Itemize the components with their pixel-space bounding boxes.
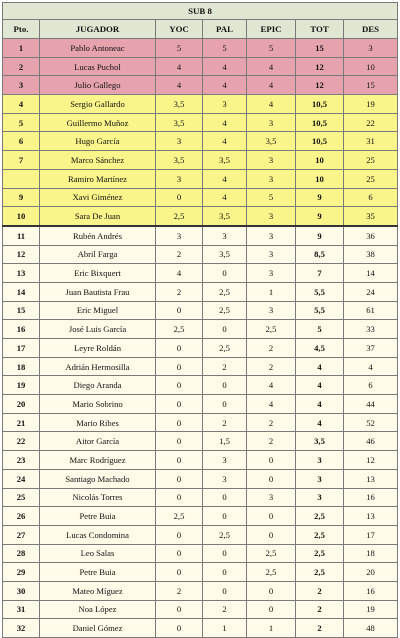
cell-total: 2,5 <box>296 563 344 582</box>
cell-yoc: 4 <box>156 57 203 76</box>
cell-pal: 4 <box>203 57 247 76</box>
cell-des: 19 <box>344 600 398 619</box>
cell-epic: 4 <box>247 395 296 414</box>
cell-epic: 0 <box>247 451 296 470</box>
cell-pal: 0 <box>203 507 247 526</box>
cell-yoc: 0 <box>156 301 203 320</box>
table-row <box>3 113 398 132</box>
cell-pal: 4 <box>203 188 247 207</box>
cell-epic: 3 <box>247 301 296 320</box>
cell-position: 11 <box>3 226 40 245</box>
cell-epic: 2 <box>247 413 296 432</box>
cell-yoc: 0 <box>156 357 203 376</box>
cell-des: 6 <box>344 188 398 207</box>
cell-player: Eric Bixquert <box>40 264 156 283</box>
cell-player: Petre Buia <box>40 563 156 582</box>
cell-epic: 3 <box>247 207 296 226</box>
cell-des: 4 <box>344 357 398 376</box>
cell-yoc: 3 <box>156 132 203 151</box>
cell-position: 6 <box>3 132 40 151</box>
table-row <box>3 395 398 414</box>
cell-position: 26 <box>3 507 40 526</box>
cell-yoc: 3 <box>156 169 203 188</box>
cell-des: 33 <box>344 320 398 339</box>
cell-total: 10,5 <box>296 95 344 114</box>
cell-pal: 2 <box>203 600 247 619</box>
table-title-row <box>3 3 398 20</box>
cell-total: 9 <box>296 226 344 245</box>
cell-des: 36 <box>344 226 398 245</box>
table-row <box>3 376 398 395</box>
cell-epic: 4 <box>247 376 296 395</box>
cell-total: 15 <box>296 39 344 58</box>
cell-total: 10 <box>296 169 344 188</box>
cell-total: 3 <box>296 488 344 507</box>
cell-position: 31 <box>3 600 40 619</box>
cell-yoc: 5 <box>156 39 203 58</box>
cell-yoc: 0 <box>156 188 203 207</box>
cell-position: 4 <box>3 95 40 114</box>
cell-total: 2 <box>296 581 344 600</box>
table-row <box>3 95 398 114</box>
table-row <box>3 432 398 451</box>
cell-pal: 0 <box>203 488 247 507</box>
cell-yoc: 0 <box>156 451 203 470</box>
cell-player: Leo Salas <box>40 544 156 563</box>
cell-pal: 0 <box>203 563 247 582</box>
table-row <box>3 57 398 76</box>
table-body <box>3 39 398 638</box>
table-row <box>3 264 398 283</box>
table-row <box>3 619 398 638</box>
cell-position: 18 <box>3 357 40 376</box>
cell-des: 16 <box>344 488 398 507</box>
cell-player: Diego Aranda <box>40 376 156 395</box>
cell-yoc: 2 <box>156 245 203 264</box>
cell-epic: 0 <box>247 525 296 544</box>
cell-player: Juan Bautista Frau <box>40 282 156 301</box>
cell-pal: 0 <box>203 376 247 395</box>
cell-pal: 0 <box>203 395 247 414</box>
cell-yoc: 2,5 <box>156 507 203 526</box>
table-row <box>3 525 398 544</box>
cell-total: 9 <box>296 207 344 226</box>
cell-total: 10,5 <box>296 132 344 151</box>
cell-des: 25 <box>344 151 398 170</box>
cell-player: Leyre Roldán <box>40 339 156 358</box>
cell-player: José Luis García <box>40 320 156 339</box>
table-row <box>3 563 398 582</box>
cell-pal: 2,5 <box>203 282 247 301</box>
table-row <box>3 76 398 95</box>
cell-epic: 3 <box>247 226 296 245</box>
cell-des: 48 <box>344 619 398 638</box>
cell-position: 28 <box>3 544 40 563</box>
cell-epic: 3 <box>247 169 296 188</box>
cell-des: 25 <box>344 169 398 188</box>
cell-total: 2 <box>296 600 344 619</box>
cell-epic: 2 <box>247 357 296 376</box>
cell-yoc: 0 <box>156 469 203 488</box>
cell-pal: 2 <box>203 413 247 432</box>
cell-player: Sergio Gallardo <box>40 95 156 114</box>
cell-player: Aitor García <box>40 432 156 451</box>
cell-player: Marco Sánchez <box>40 151 156 170</box>
cell-pal: 4 <box>203 169 247 188</box>
cell-position: 19 <box>3 376 40 395</box>
cell-total: 8,5 <box>296 245 344 264</box>
header-player: JUGADOR <box>40 20 156 39</box>
cell-player: Adrián Hermosilla <box>40 357 156 376</box>
cell-pal: 0 <box>203 581 247 600</box>
cell-yoc: 2 <box>156 282 203 301</box>
cell-yoc: 0 <box>156 339 203 358</box>
cell-pal: 3 <box>203 226 247 245</box>
cell-position <box>3 169 40 188</box>
table-row <box>3 357 398 376</box>
cell-pal: 4 <box>203 76 247 95</box>
cell-yoc: 3,5 <box>156 113 203 132</box>
cell-epic: 2,5 <box>247 563 296 582</box>
cell-total: 4 <box>296 376 344 395</box>
cell-player: Petre Buia <box>40 507 156 526</box>
cell-position: 10 <box>3 207 40 226</box>
cell-position: 12 <box>3 245 40 264</box>
cell-position: 9 <box>3 188 40 207</box>
cell-yoc: 0 <box>156 600 203 619</box>
cell-epic: 1 <box>247 282 296 301</box>
cell-total: 4,5 <box>296 339 344 358</box>
cell-des: 20 <box>344 563 398 582</box>
cell-pal: 3,5 <box>203 207 247 226</box>
cell-yoc: 3 <box>156 226 203 245</box>
cell-player: Mateo Míguez <box>40 581 156 600</box>
cell-position: 29 <box>3 563 40 582</box>
cell-epic: 4 <box>247 95 296 114</box>
cell-yoc: 0 <box>156 413 203 432</box>
cell-position: 27 <box>3 525 40 544</box>
cell-pal: 0 <box>203 544 247 563</box>
cell-des: 18 <box>344 544 398 563</box>
cell-yoc: 4 <box>156 264 203 283</box>
cell-total: 3 <box>296 451 344 470</box>
cell-player: Mario Sobrino <box>40 395 156 414</box>
cell-des: 13 <box>344 507 398 526</box>
table-row <box>3 226 398 245</box>
cell-yoc: 3,5 <box>156 151 203 170</box>
cell-total: 2,5 <box>296 525 344 544</box>
cell-yoc: 0 <box>156 563 203 582</box>
cell-yoc: 0 <box>156 432 203 451</box>
table-row <box>3 544 398 563</box>
cell-epic: 3 <box>247 264 296 283</box>
cell-position: 1 <box>3 39 40 58</box>
cell-des: 52 <box>344 413 398 432</box>
cell-yoc: 2,5 <box>156 207 203 226</box>
cell-player: Abril Farga <box>40 245 156 264</box>
standings-table-container <box>2 2 397 638</box>
cell-epic: 2 <box>247 432 296 451</box>
cell-des: 44 <box>344 395 398 414</box>
cell-epic: 1 <box>247 619 296 638</box>
table-row <box>3 188 398 207</box>
cell-pal: 5 <box>203 39 247 58</box>
cell-pal: 3 <box>203 95 247 114</box>
cell-player: Santiago Machado <box>40 469 156 488</box>
cell-total: 5 <box>296 320 344 339</box>
cell-yoc: 2 <box>156 581 203 600</box>
table-row <box>3 581 398 600</box>
cell-player: Eric Miguel <box>40 301 156 320</box>
cell-pal: 3,5 <box>203 151 247 170</box>
cell-epic: 4 <box>247 76 296 95</box>
cell-position: 5 <box>3 113 40 132</box>
cell-position: 13 <box>3 264 40 283</box>
cell-total: 9 <box>296 188 344 207</box>
table-row <box>3 301 398 320</box>
cell-player: Julio Gallego <box>40 76 156 95</box>
cell-des: 15 <box>344 76 398 95</box>
table-row <box>3 469 398 488</box>
cell-player: Nicolás Torres <box>40 488 156 507</box>
cell-des: 61 <box>344 301 398 320</box>
cell-epic: 3 <box>247 151 296 170</box>
cell-epic: 3,5 <box>247 132 296 151</box>
table-header-row <box>3 20 398 39</box>
cell-pal: 1 <box>203 619 247 638</box>
cell-position: 2 <box>3 57 40 76</box>
cell-pal: 2 <box>203 357 247 376</box>
cell-pal: 3,5 <box>203 245 247 264</box>
cell-des: 10 <box>344 57 398 76</box>
cell-position: 7 <box>3 151 40 170</box>
cell-yoc: 0 <box>156 488 203 507</box>
header-pal: PAL <box>203 20 247 39</box>
cell-player: Lucas Condomina <box>40 525 156 544</box>
cell-epic: 0 <box>247 507 296 526</box>
cell-epic: 4 <box>247 57 296 76</box>
cell-epic: 5 <box>247 188 296 207</box>
cell-pal: 4 <box>203 113 247 132</box>
table-row <box>3 151 398 170</box>
cell-position: 25 <box>3 488 40 507</box>
cell-position: 32 <box>3 619 40 638</box>
cell-epic: 0 <box>247 600 296 619</box>
table-row <box>3 169 398 188</box>
cell-position: 23 <box>3 451 40 470</box>
cell-position: 21 <box>3 413 40 432</box>
table-row <box>3 451 398 470</box>
cell-yoc: 0 <box>156 395 203 414</box>
cell-pal: 3 <box>203 451 247 470</box>
cell-total: 4 <box>296 395 344 414</box>
cell-yoc: 3,5 <box>156 95 203 114</box>
cell-player: Xavi Giménez <box>40 188 156 207</box>
cell-pal: 2,5 <box>203 525 247 544</box>
cell-total: 2,5 <box>296 507 344 526</box>
cell-yoc: 0 <box>156 525 203 544</box>
cell-des: 31 <box>344 132 398 151</box>
cell-position: 30 <box>3 581 40 600</box>
cell-des: 37 <box>344 339 398 358</box>
table-row <box>3 339 398 358</box>
cell-position: 15 <box>3 301 40 320</box>
cell-total: 4 <box>296 413 344 432</box>
cell-player: Rubén Andrés <box>40 226 156 245</box>
table-row <box>3 413 398 432</box>
cell-player: Lucas Puchol <box>40 57 156 76</box>
header-yoc: YOC <box>156 20 203 39</box>
cell-yoc: 0 <box>156 619 203 638</box>
header-epic: EPIC <box>247 20 296 39</box>
cell-player: Hugo García <box>40 132 156 151</box>
cell-pal: 0 <box>203 264 247 283</box>
cell-total: 5,5 <box>296 282 344 301</box>
cell-epic: 2,5 <box>247 320 296 339</box>
cell-yoc: 0 <box>156 544 203 563</box>
table-row <box>3 39 398 58</box>
cell-epic: 2,5 <box>247 544 296 563</box>
cell-epic: 3 <box>247 488 296 507</box>
cell-epic: 2 <box>247 339 296 358</box>
table-row <box>3 320 398 339</box>
cell-position: 24 <box>3 469 40 488</box>
table-row <box>3 600 398 619</box>
cell-total: 3,5 <box>296 432 344 451</box>
cell-des: 35 <box>344 207 398 226</box>
cell-pal: 4 <box>203 132 247 151</box>
cell-epic: 3 <box>247 113 296 132</box>
cell-total: 2,5 <box>296 544 344 563</box>
cell-epic: 0 <box>247 581 296 600</box>
table-title: SUB 8 <box>3 3 398 20</box>
table-row <box>3 245 398 264</box>
table-row <box>3 507 398 526</box>
cell-player: Daniel Gómez <box>40 619 156 638</box>
cell-des: 38 <box>344 245 398 264</box>
cell-player: Mario Ribes <box>40 413 156 432</box>
header-des: DES <box>344 20 398 39</box>
cell-des: 6 <box>344 376 398 395</box>
cell-total: 12 <box>296 57 344 76</box>
cell-des: 12 <box>344 451 398 470</box>
cell-position: 20 <box>3 395 40 414</box>
cell-pal: 2,5 <box>203 339 247 358</box>
cell-total: 12 <box>296 76 344 95</box>
cell-des: 17 <box>344 525 398 544</box>
cell-pal: 0 <box>203 320 247 339</box>
cell-epic: 3 <box>247 245 296 264</box>
cell-player: Marc Rodríguez <box>40 451 156 470</box>
header-total: TOT <box>296 20 344 39</box>
cell-player: Ramiro Martínez <box>40 169 156 188</box>
cell-total: 7 <box>296 264 344 283</box>
cell-des: 3 <box>344 39 398 58</box>
cell-total: 2 <box>296 619 344 638</box>
cell-total: 4 <box>296 357 344 376</box>
cell-des: 19 <box>344 95 398 114</box>
cell-des: 14 <box>344 264 398 283</box>
cell-yoc: 0 <box>156 376 203 395</box>
cell-yoc: 4 <box>156 76 203 95</box>
cell-player: Sara De Juan <box>40 207 156 226</box>
cell-pal: 1,5 <box>203 432 247 451</box>
cell-total: 10 <box>296 151 344 170</box>
cell-epic: 5 <box>247 39 296 58</box>
cell-player: Guillermo Muñoz <box>40 113 156 132</box>
header-position: Pto. <box>3 20 40 39</box>
cell-des: 13 <box>344 469 398 488</box>
table-row <box>3 488 398 507</box>
cell-total: 10,5 <box>296 113 344 132</box>
cell-des: 16 <box>344 581 398 600</box>
cell-total: 5,5 <box>296 301 344 320</box>
cell-yoc: 2,5 <box>156 320 203 339</box>
cell-pal: 2,5 <box>203 301 247 320</box>
cell-position: 3 <box>3 76 40 95</box>
cell-pal: 3 <box>203 469 247 488</box>
cell-player: Pablo Antoneac <box>40 39 156 58</box>
cell-player: Noa López <box>40 600 156 619</box>
table-row <box>3 282 398 301</box>
cell-position: 16 <box>3 320 40 339</box>
cell-position: 14 <box>3 282 40 301</box>
table-row <box>3 132 398 151</box>
cell-des: 46 <box>344 432 398 451</box>
cell-position: 22 <box>3 432 40 451</box>
cell-des: 22 <box>344 113 398 132</box>
standings-table <box>2 2 398 638</box>
cell-total: 3 <box>296 469 344 488</box>
table-row <box>3 207 398 226</box>
cell-des: 24 <box>344 282 398 301</box>
cell-position: 17 <box>3 339 40 358</box>
cell-epic: 0 <box>247 469 296 488</box>
